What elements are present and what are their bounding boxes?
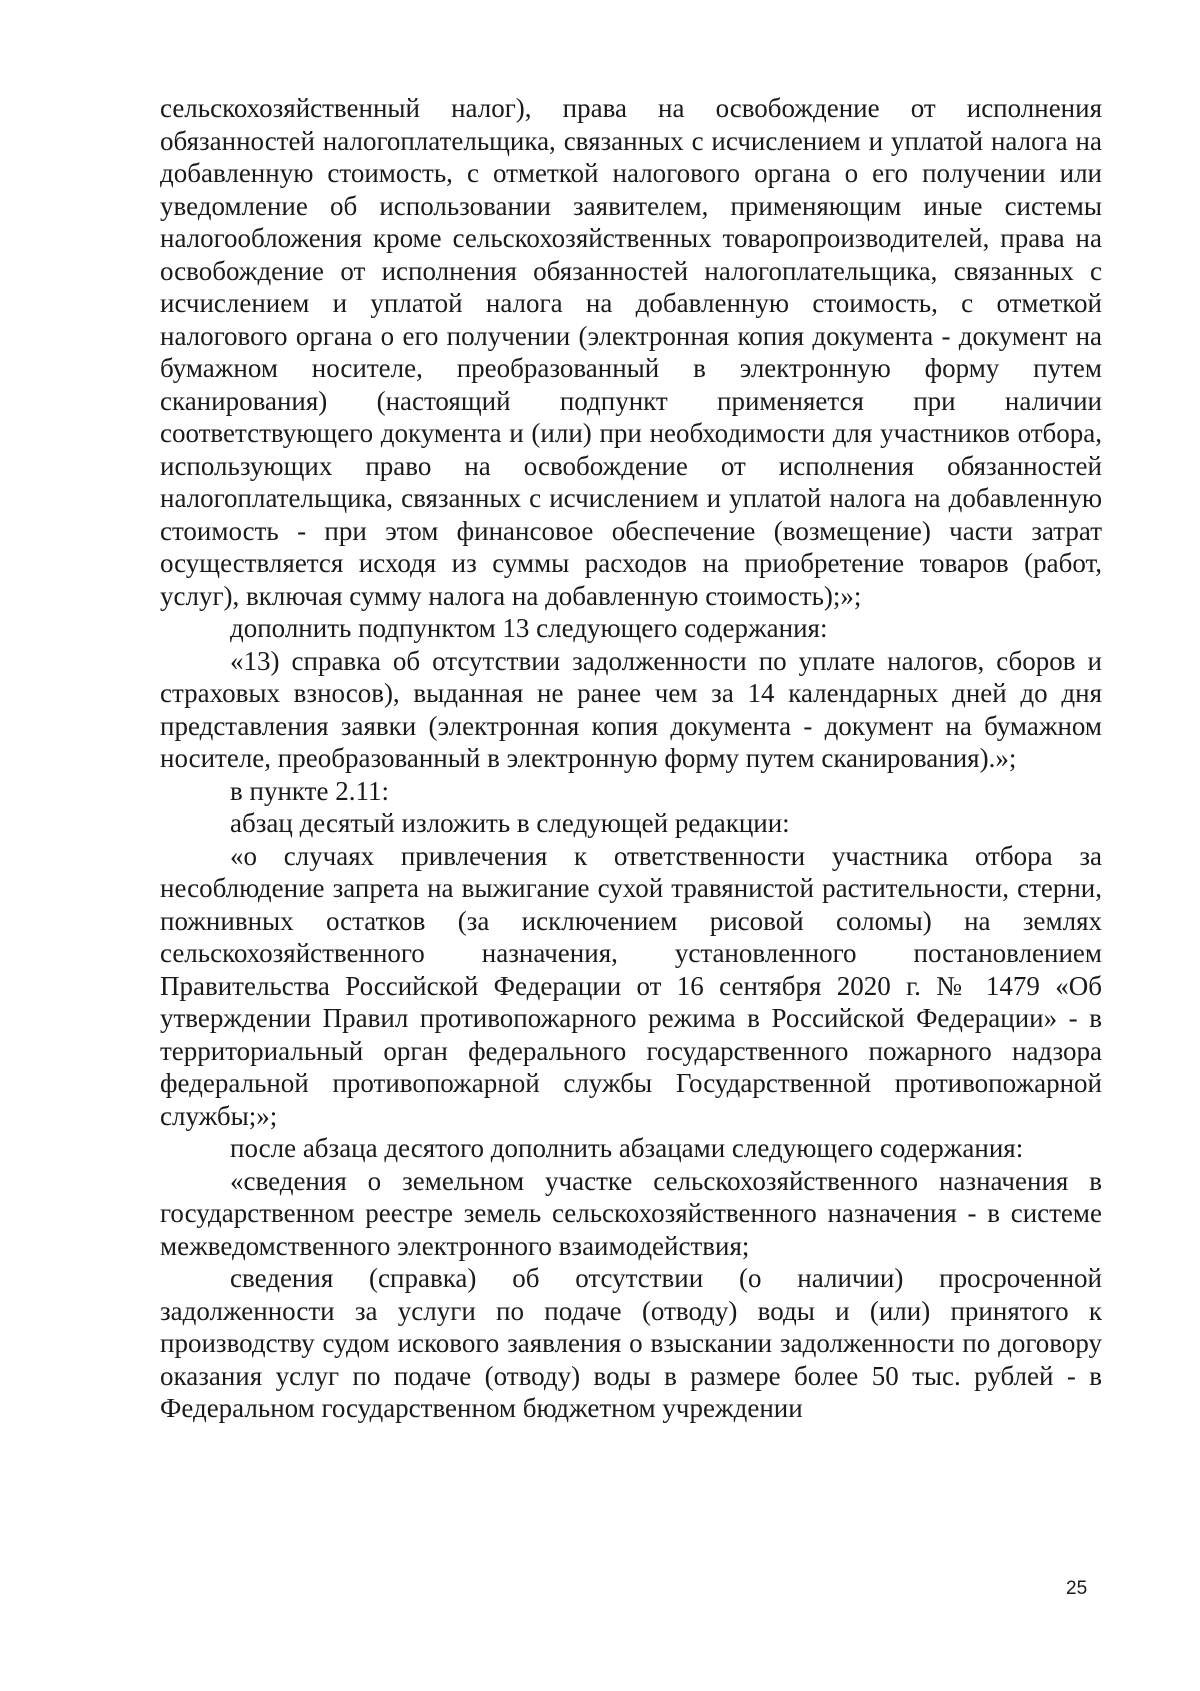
paragraph-3: «13) справка об отсутствии задолженности по уплате налогов, сборов и страховых взносов), выданная не ранее чем за 14 календарных дней до дня представления заявки (электронная копия документа - документ на бумажном носителе, преобразованный в электронную форму путем сканирования).»; [160,645,1102,773]
paragraph-2: дополнить подпунктом 13 следующего содержания: [230,613,828,643]
paragraph-8: «сведения о земельном участке сельскохозяйственного назначения в государственном реестре земель сельскохозяйственного назначения - в системе межведомственного электронного взаимодействия; [160,1165,1102,1261]
document-body [160,92,1102,1425]
paragraph-7: после абзаца десятого дополнить абзацами следующего содержания: [230,1133,1024,1163]
paragraph-9: сведения (справка) об отсутствии (о наличии) просроченной задолженности за услуги по подаче (отводу) воды и (или) принятого к производству судом искового заявления о взыскании задолженности по договору оказания услуг по подаче (отводу) воды в размере более 50 тыс. рублей - в Федеральном государственном бюджетном учреждении [160,1263,1102,1423]
paragraph-4: в пункте 2.11: [230,775,389,806]
paragraph-5: абзац десятый изложить в следующей редакции: [230,808,790,838]
page-number: 25 [1066,1578,1088,1599]
paragraph-6: «о случаях привлечения к ответственности участника отбора за несоблюдение запрета на выжигание сухой травянистой растительности, стерни, пожнивных остатков (за исключением рисовой соломы) на землях сельскохозяйственного назначения, установленного постановлением Правительства Российской Федерации от 16 сентября 2020 г. № 1479 «Об утверждении Правил противопожарного режима в Российской Федерации» - в территориальный орган федерального государственного пожарного надзора федеральной противопожарной службы Государственной противопожарной службы;»; [160,840,1102,1131]
paragraph-1: сельскохозяйственный налог), права на освобождение от исполнения обязанностей налогоплательщика, связанных с исчислением и уплатой налога на добавленную стоимость, с отметкой налогового органа о его получении или уведомление об использовании заявителем, применяющим иные системы налогообложения кроме сельскохозяйственных товаропроизводителей, права на освобождение от исполнения обязанностей налогоплательщика, связанных с исчислением и уплатой налога на добавленную стоимость, с отметкой налогового органа о его получении (электронная копия документа - документ на бумажном носителе, преобразованный в электронную форму путем сканирования) (настоящий подпункт применяется при наличии соответствующего документа и (или) при необходимости для участников отбора, использующих право на освобождение от исполнения обязанностей налогоплательщика, связанных с исчислением и уплатой налога на добавленную стоимость - при этом финансовое обеспечение (возмещение) части затрат осуществляется исходя из суммы расходов на приобретение товаров (работ, услуг), включая сумму налога на добавленную стоимость);»; [160,93,1102,611]
